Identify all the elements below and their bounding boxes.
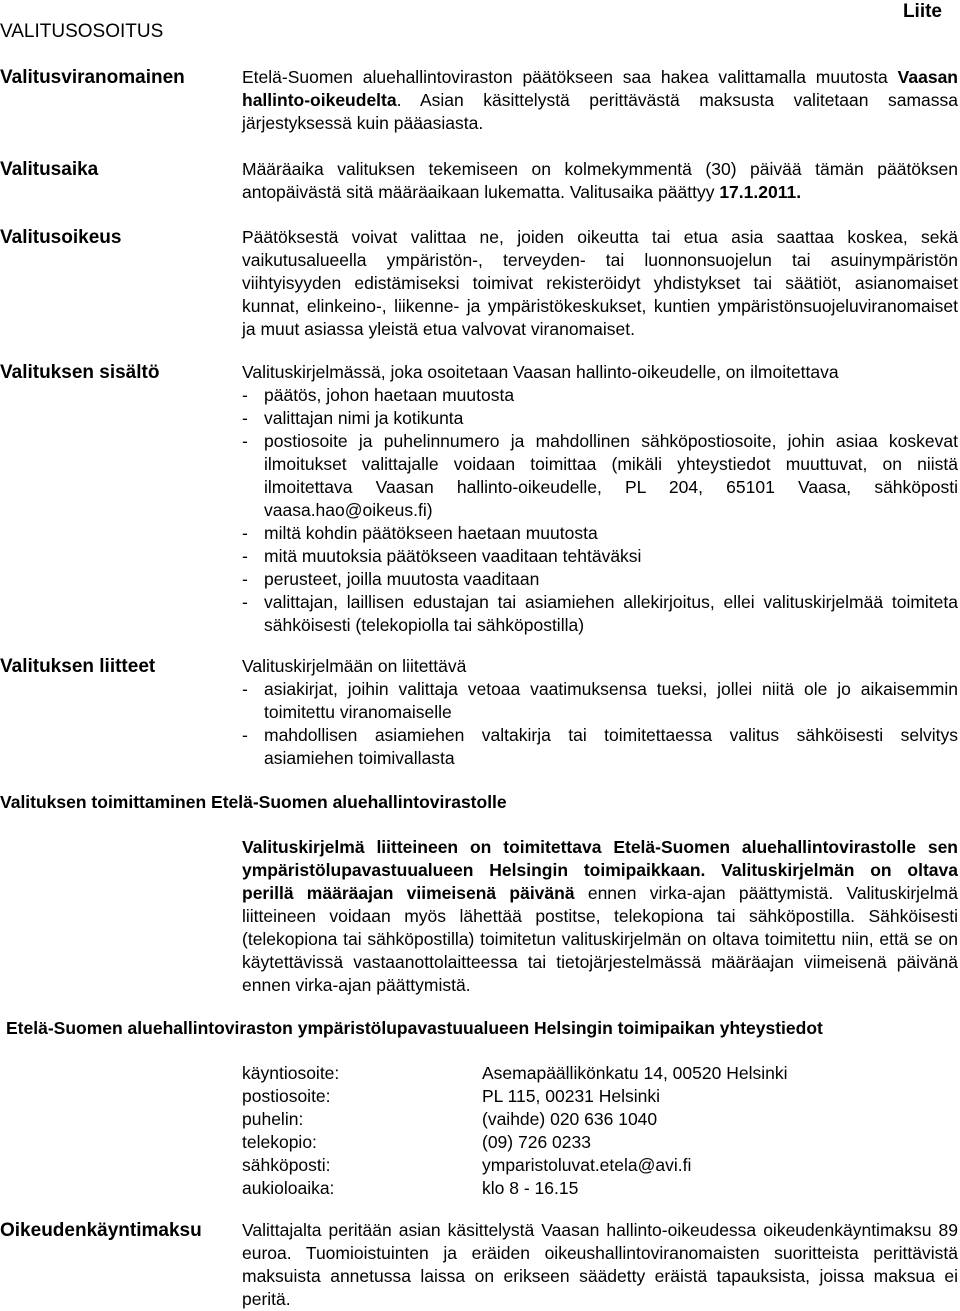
viranomainen-text-1: Etelä-Suomen aluehallintoviraston päätökseen saa hakea valittamalla muutosta (242, 67, 888, 87)
text-valitusviranomainen (242, 66, 958, 135)
list-item: - valittajan nimi ja kotikunta (242, 408, 464, 428)
heading-toimittaminen: Valituksen toimittaminen Etelä-Suomen aluehallintovirastolle (0, 792, 507, 812)
toimittaminen-text: ennen virka-ajan päättymistä. Valituskirjelmä liitteineen voidaan myös lähettää postitse, telekopiona tai sähköpostilla. Sähköisesti (telekopiona tai sähköpostilla) toimitetun valituskirjelmän on oltava toimitettu niin, että se on käytettävissä vastaanottolaitteessa tai tietojärjestelmässä määräajan viimeisenä päivänä ennen virka-ajan päättymistä. (242, 883, 958, 995)
contact-table (242, 1062, 787, 1200)
contact-row: aukioloaika: klo 8 - 16.15 (242, 1178, 579, 1198)
liitteet-list (242, 678, 958, 770)
list-item: - miltä kohdin päätökseen haetaan muutosta (242, 523, 598, 543)
list-item: - perusteet, joilla muutosta vaaditaan (242, 569, 540, 589)
text-valituksen-sisalto (242, 361, 958, 637)
list-item: - valittajan, laillisen edustajan tai asiamiehen allekirjoitus, ellei valituskirjelmää toimiteta sähköisesti (telekopiolla tai sähköpostilla) (242, 592, 958, 635)
label-valituksen-liitteet: Valituksen liitteet (0, 656, 156, 677)
contact-row: sähköposti: ymparistoluvat.etela@avi.fi (242, 1155, 692, 1175)
sisalto-intro: Valituskirjelmässä, joka osoitetaan Vaasan hallinto-oikeudelle, on ilmoitettava (242, 362, 839, 382)
heading-yhteystiedot: Etelä-Suomen aluehallintoviraston ympäristölupavastuualueen Helsingin toimipaikan yhteystiedot (6, 1018, 823, 1038)
text-valituksen-liitteet (242, 655, 958, 770)
liitteet-intro: Valituskirjelmään on liitettävä (242, 656, 467, 676)
list-item: - mitä muutoksia päätökseen vaaditaan tehtäväksi (242, 546, 642, 566)
label-valitusaika: Valitusaika (0, 159, 99, 180)
contact-row: käyntiosoite: Asemapäällikönkatu 14, 00520 Helsinki (242, 1063, 788, 1083)
toimittaminen-bold: Valituskirjelmä liitteineen on toimitettava Etelä-Suomen aluehallintovirastolle sen ympäristölupavastuualueen Helsingin toimipaikkaan. Valituskirjelmän on oltava perillä määräajan viimeisenä päivänä (242, 837, 958, 903)
text-valitusoikeus (242, 226, 958, 341)
maksu-text: Valittajalta peritään asian käsittelystä Vaasan hallinto-oikeudessa oikeudenkäyntimaksu 89 euroa. Tuomioistuinten ja eräiden oikeushallintoviranomaisten suoritteista perittävistä maksuista annetussa laissa on erikseen säädetty eräistä tapauksista, joissa maksua ei peritä. (242, 1220, 958, 1309)
valitusaika-deadline: 17.1.2011. (719, 182, 802, 202)
label-valitusviranomainen: Valitusviranomainen (0, 67, 185, 88)
sisalto-list (242, 384, 958, 637)
list-item: - postiosoite ja puhelinnumero ja mahdollinen sähköpostiosoite, johin asiaa koskevat ilmoitukset valittajalle voidaan toimittaa (mikäli yhteystiedot muuttuvat, on niistä ilmoitettava Vaasan hallinto-oikeudelle, PL 204, 65101 Vaasa, sähköposti vaasa.hao@oikeus.fi) (242, 431, 958, 520)
text-oikeudenkayntimaksu (242, 1219, 958, 1311)
valitusoikeus-text: Päätöksestä voivat valittaa ne, joiden oikeutta tai etua asia saattaa koskea, sekä vaikutusalueella ympäristön-, terveyden- tai luonnonsuojelun tai asuinympäristön viihtyisyyden edistämiseksi toimivat rekisteröidyt yhdistykset tai säätiöt, asianomaiset kunnat, elinkeino-, liikenne- ja ympäristökeskukset, kuntien ympäristönsuojeluviranomaiset ja muut asiassa yleistä etua valvovat viranomaiset. (242, 227, 958, 339)
list-item: - asiakirjat, joihin valittaja vetoaa vaatimuksensa tueksi, jollei niitä ole jo aikaisemmin toimitettu viranomaiselle (242, 679, 958, 722)
label-valituksen-sisalto: Valituksen sisältö (0, 362, 160, 383)
viranomainen-text-2: . Asian käsittelystä perittävästä maksusta valitetaan samassa järjestyksessä kuin pääasiasta. (242, 90, 958, 133)
appendix-label: Liite (902, 1, 942, 22)
contact-row: postiosoite: PL 115, 00231 Helsinki (242, 1086, 661, 1106)
valitusaika-text: Määräaika valituksen tekemiseen on kolmekymmentä (30) päivää tämän päätöksen antopäivästä sitä määräaikaan lukematta. Valitusaika päättyy (242, 159, 958, 202)
contact-row: puhelin: (vaihde) 020 636 1040 (242, 1109, 658, 1129)
text-toimittaminen (242, 836, 958, 997)
viranomainen-court: Vaasan hallinto-oikeudelta (242, 67, 958, 110)
document-title: VALITUSOSOITUS (0, 21, 164, 42)
list-item: - mahdollisen asiamiehen valtakirja tai toimitettaessa valitus sähköisesti selvitys asiamiehen toimivallasta (242, 725, 958, 768)
label-oikeudenkayntimaksu: Oikeudenkäyntimaksu (0, 1220, 202, 1241)
list-item: - päätös, johon haetaan muutosta (242, 385, 515, 405)
label-valitusoikeus: Valitusoikeus (0, 227, 122, 248)
text-valitusaika (242, 158, 958, 204)
contact-row: telekopio: (09) 726 0233 (242, 1132, 591, 1152)
